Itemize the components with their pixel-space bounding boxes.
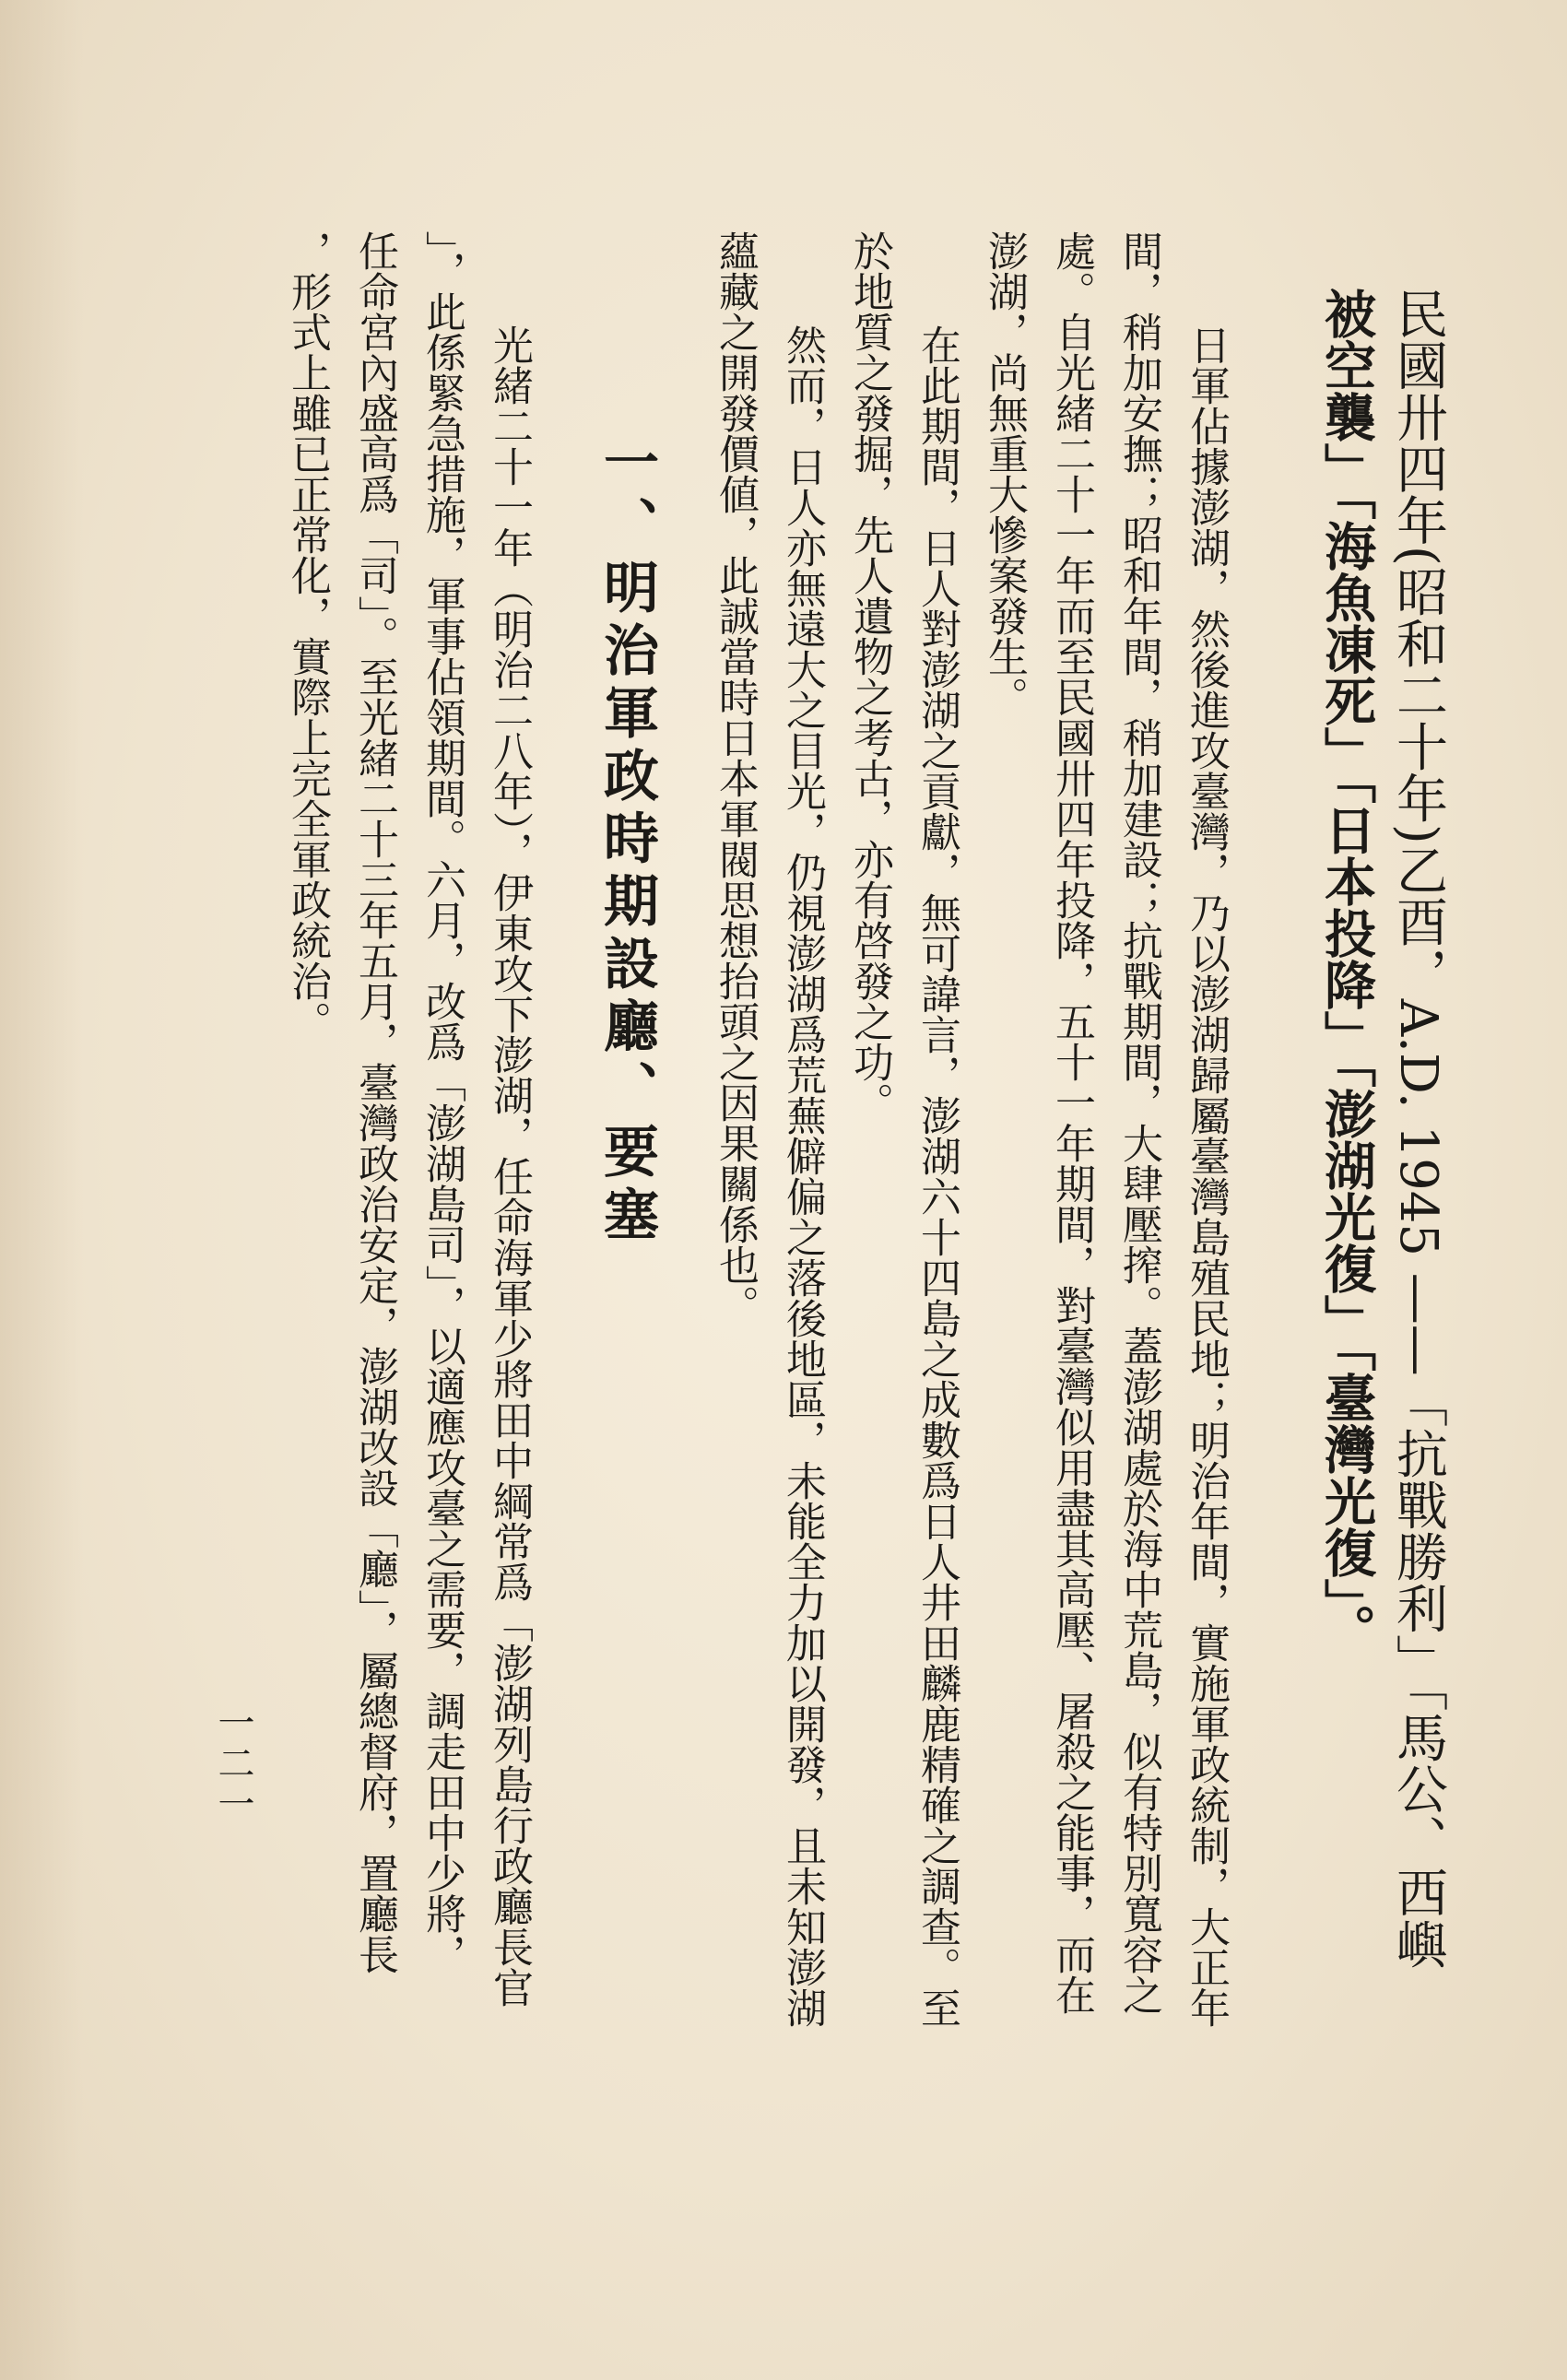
paragraph-1-line-3: 處。自光緒二十一年而至民國卅四年投降，五十一年期間，對臺灣似用盡其高壓、屠殺之能事，而在 [1048,230,1095,2015]
title-line-2: 被空襲」「海魚凍死」「日本投降」「澎湖光復」「臺灣光復」。 [1316,288,1377,1655]
paragraph-1-line-1: 日軍佔據澎湖，然後進攻臺灣，乃以澎湖歸屬臺灣島殖民地；明治年間，實施軍政統制，大正年 [1183,324,1230,2028]
paragraph-2-line-1: 在此期間，日人對澎湖之貢獻，無可諱言，澎湖六十四島之成數爲日人井田麟鹿精確之調查。至 [913,324,960,2028]
paragraph-3-line-2: 蘊藏之開發價値，此誠當時日本軍閥思想抬頭之因果關係也。 [712,230,759,1325]
paragraph-1-line-4: 澎湖，尚無重大慘案發生。 [981,230,1028,717]
paragraph-3-line-1: 然而，日人亦無遠大之目光，仍視澎湖爲荒蕪僻偏之落後地區，未能全力加以開發，且未知澎湖 [779,324,826,2028]
paragraph-2-line-2: 於地質之發掘，先人遺物之考古，亦有啓發之功。 [846,230,893,1123]
paragraph-1-line-2: 間，稍加安撫；昭和年間，稍加建設；抗戰期間，大肆壓搾。蓋澎湖處於海中荒島，似有特別寬容之 [1115,230,1162,2015]
page-number: 一二一 [212,1703,254,1825]
paragraph-4-line-4: ，形式上雖已正常化，實際上完全軍政統治。 [284,230,331,1042]
title-line-1: 民國卅四年(昭和二十年)乙酉，A.D. 1945 ——「抗戰勝利」「馬公、西嶼 [1388,288,1448,1970]
paragraph-4-line-3: 任命宮內盛高爲「司」。至光緒二十三年五月，臺灣政治安定，澎湖改設「廳」，屬總督府，置廳長 [351,230,398,1974]
section-heading: 一、明治軍政時期設廳、要塞 [595,433,659,1248]
paragraph-4-line-1: 光緒二十一年（明治二八年），伊東攻下澎湖，任命海軍少將田中綱常爲「澎湖列島行政廳長官 [486,324,533,2008]
paragraph-4-line-2: 」，此係緊急措施，軍事佔領期間。六月，改爲「澎湖島司」，以適應攻臺之需要，調走田中少將， [418,230,465,1974]
